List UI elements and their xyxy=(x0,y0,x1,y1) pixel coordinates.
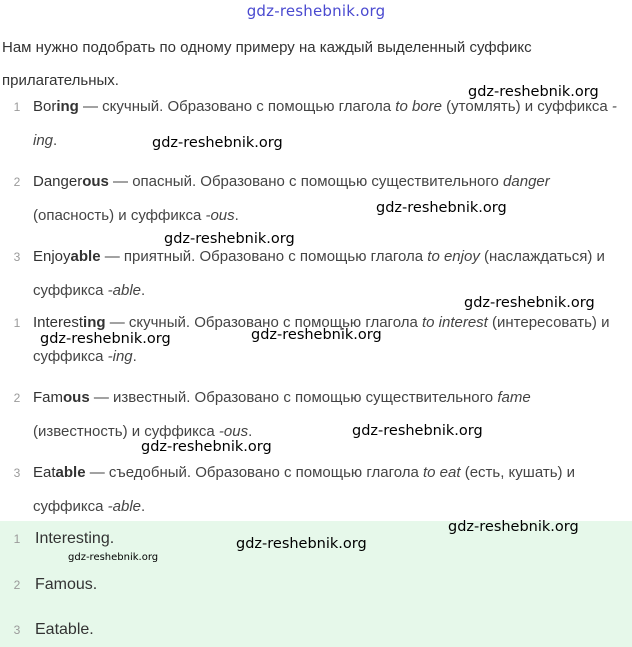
item-number: 3 xyxy=(13,466,21,480)
source-word: to interest xyxy=(421,314,488,331)
item-tail: (интересовать) и суффикса xyxy=(33,314,610,365)
item-tail: (утомлять) и суффикса xyxy=(441,98,612,115)
suffix-name: -able xyxy=(107,282,141,299)
word-root: Interest xyxy=(33,314,84,331)
item-tail: (известность) и суффикса xyxy=(33,423,219,440)
watermark: gdz-reshebnik.org xyxy=(68,552,159,563)
item-number: 2 xyxy=(13,391,21,405)
word-suffix: ing xyxy=(56,98,79,115)
answer-text: Famous. xyxy=(35,576,98,593)
intro-paragraph: Нам нужно подобрать по одному примеру на каждый выделенный суффикс прилагательных. xyxy=(2,39,532,89)
top-watermark: gdz-reshebnik.org xyxy=(246,2,386,20)
source-word: danger xyxy=(503,173,550,190)
item-definition: — скучный. Образовано с помощью глагола xyxy=(78,98,396,115)
item-number: 1 xyxy=(13,100,21,114)
item-end: . xyxy=(248,423,253,440)
item-definition: — опасный. Образовано с помощью существительного xyxy=(108,173,504,190)
word-root: Eat xyxy=(33,464,56,481)
word-suffix: able xyxy=(70,248,101,265)
watermark: gdz-reshebnik.org xyxy=(251,327,382,343)
word-suffix: ous xyxy=(82,173,109,190)
item-number: 1 xyxy=(13,316,21,330)
word-root: Danger xyxy=(33,173,83,190)
suffix-name: -ous xyxy=(218,423,249,440)
word-root: Bor xyxy=(33,98,57,115)
watermark: gdz-reshebnik.org xyxy=(464,295,595,311)
answer-text: Interesting. xyxy=(35,530,115,547)
answer-number: 3 xyxy=(13,623,21,637)
word-suffix: ing xyxy=(83,314,106,331)
item-end: . xyxy=(141,282,146,299)
item-end: . xyxy=(132,348,137,365)
watermark: gdz-reshebnik.org xyxy=(468,84,599,100)
item-end: . xyxy=(53,132,58,149)
item-number: 3 xyxy=(13,250,21,264)
source-word: fame xyxy=(497,389,531,406)
source-word: to enjoy xyxy=(427,248,480,265)
item-definition: — приятный. Образовано с помощью глагола xyxy=(100,248,428,265)
watermark: gdz-reshebnik.org xyxy=(376,200,507,216)
suffix-name: -ing xyxy=(107,348,133,365)
item-tail: (есть, кушать) и суффикса xyxy=(33,464,576,515)
word-suffix: able xyxy=(55,464,86,481)
item-tail: (опасность) и суффикса xyxy=(33,207,206,224)
item-definition: — скучный. Образовано с помощью глагола xyxy=(105,314,422,331)
watermark: gdz-reshebnik.org xyxy=(236,536,367,552)
suffix-name: -able xyxy=(107,498,141,515)
watermark: gdz-reshebnik.org xyxy=(448,519,579,535)
answer-text: Eatable. xyxy=(35,621,94,638)
watermark: gdz-reshebnik.org xyxy=(152,135,283,151)
watermark: gdz-reshebnik.org xyxy=(141,439,272,455)
source-word: to eat xyxy=(423,464,461,481)
item-end: . xyxy=(141,498,146,515)
item-tail: (наслаждаться) и суффикса xyxy=(33,248,605,299)
word-root: Fam xyxy=(33,389,63,406)
source-word: to bore xyxy=(395,98,442,115)
item-definition: — известный. Образовано с помощью существительного xyxy=(89,389,498,406)
answer-number: 2 xyxy=(13,578,21,592)
word-root: Enjoy xyxy=(33,248,71,265)
item-definition: — съедобный. Образовано с помощью глагола xyxy=(85,464,423,481)
watermark: gdz-reshebnik.org xyxy=(352,423,483,439)
item-number: 2 xyxy=(13,175,21,189)
suffix-name: -ing xyxy=(33,98,617,149)
watermark: gdz-reshebnik.org xyxy=(40,331,171,347)
word-suffix: ous xyxy=(63,389,90,406)
suffix-name: -ous xyxy=(205,207,235,224)
watermark: gdz-reshebnik.org xyxy=(164,231,295,247)
answer-number: 1 xyxy=(13,532,21,546)
item-end: . xyxy=(234,207,239,224)
